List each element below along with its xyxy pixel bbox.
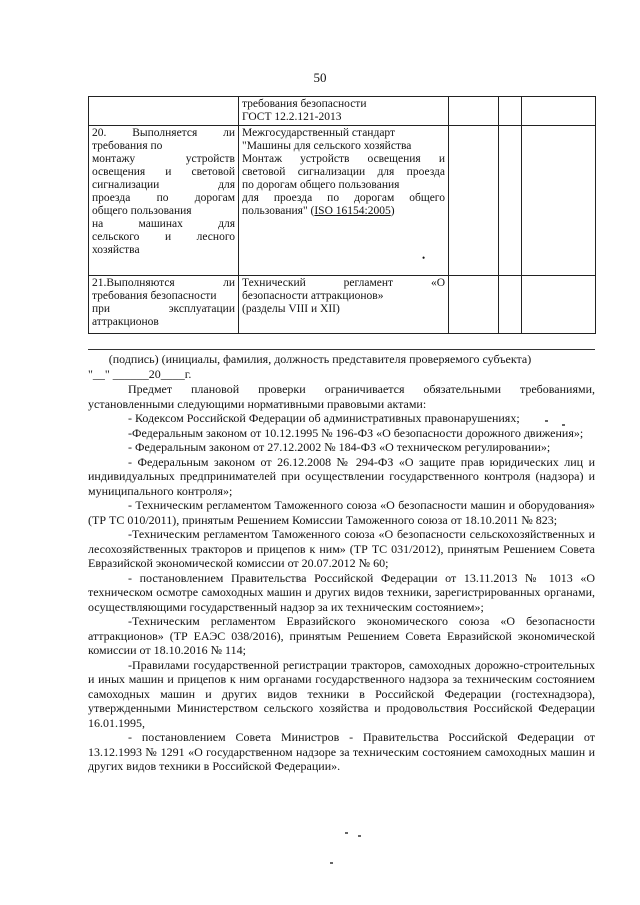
cell-line: при эксплуатации (92, 303, 235, 315)
signature-line (88, 349, 595, 350)
paragraph: - Кодексом Российской Федерации об административных правонарушениях; (128, 411, 520, 425)
requirements-table (88, 96, 596, 334)
cell-text: пользования" ( (242, 205, 315, 217)
paragraph: - Федеральным законом от 26.12.2008 № 294-ФЗ «О защите прав юридических лиц и индивидуальных предпринимателей при осуществлении государственного контроля (надзора) и муниципального контроля»; (88, 454, 595, 498)
cell-line: ГОСТ 12.2.121-2013 (242, 111, 342, 123)
table-cell-answer (499, 276, 522, 334)
legal-acts-text (88, 382, 595, 774)
cell-line: требования безопасности (92, 290, 217, 302)
cell-line: по дорогам общего пользования (242, 179, 400, 191)
cell-line: хозяйства (92, 244, 140, 256)
cell-line: "Машины для сельского хозяйства (242, 140, 412, 152)
cell-line: сигнализации для (92, 179, 235, 191)
cell-line: на машинах для (92, 218, 235, 230)
scan-speck (562, 424, 565, 426)
table-cell-answer (449, 126, 499, 276)
table-cell-answer (499, 126, 522, 276)
cell-line: освещения и световой (92, 166, 235, 178)
signature-date: "__" ______20____г. (88, 367, 192, 381)
paragraph: - постановлением Совета Министров - Правительства Российской Федерации от 13.12.1993 № 1291 «О государственном надзоре за техническим состоянием самоходных машин и других видов техники в Российской Федерации». (88, 730, 595, 773)
cell-line (242, 205, 445, 218)
stray-mark: • (422, 253, 426, 263)
table-cell-question (89, 97, 239, 126)
cell-line: световой сигнализации для проезда (242, 166, 445, 178)
table-cell-note (522, 276, 596, 334)
table-row (89, 97, 596, 126)
cell-text: ) (390, 205, 395, 217)
cell-line: Межгосударственный стандарт (242, 127, 396, 139)
scan-speck (545, 420, 548, 422)
paragraph: Предмет плановой проверки ограничивается обязательными требованиями, установленными следующими нормативными правовыми актами: (88, 382, 595, 411)
paragraph: - постановлением Правительства Российской Федерации от 13.11.2013 № 1013 «О техническом осмотре самоходных машин и других видов техники, зарегистрированных органами, осуществляющими государственный надзор за их техническим состоянием»; (88, 570, 595, 614)
table-cell-document (239, 97, 449, 126)
cell-line: для проезда по дорогам общего (242, 192, 445, 204)
cell-line: 20. Выполняется ли (92, 127, 235, 139)
cell-line: проезда по дорогам (92, 192, 235, 204)
table-cell-answer (449, 97, 499, 126)
paragraph: -Техническим регламентом Таможенного союза «О безопасности сельскохозяйственных и лесохозяйственных тракторов и прицепов к ним» (ТР ТС 031/2012), принятым Решением Совета Евразийской экономической комиссии от 20.07.2012 № 60; (88, 527, 595, 570)
table-cell-question (89, 126, 239, 276)
standard-link[interactable]: ISO 16154:2005 (314, 205, 391, 217)
table-cell-document (239, 126, 449, 276)
cell-line: требования по (92, 140, 163, 152)
page-number: 50 (313, 70, 327, 85)
paragraph: - Федеральным законом от 27.12.2002 № 184-ФЗ «О техническом регулировании»; (128, 440, 551, 454)
table-cell-note (522, 126, 596, 276)
scan-speck (358, 835, 361, 837)
cell-line: сельского и лесного (92, 231, 235, 243)
paragraph: - Техническим регламентом Таможенного союза «О безопасности машин и оборудования» (ТР ТС 010/2011), принятым Решением Комиссии Таможенного союза от 18.10.2011 № 823; (88, 498, 595, 527)
scan-speck (345, 832, 348, 834)
paragraph: -Федеральным законом от 10.12.1995 № 196-ФЗ «О безопасности дорожного движения»; (128, 425, 584, 440)
table-cell-question (89, 276, 239, 334)
cell-line: безопасности аттракционов» (242, 290, 384, 302)
cell-line: аттракционов (92, 316, 159, 328)
paragraph: -Техническим регламентом Евразийского экономического союза «О безопасности аттракционов» (ТР ЕАЭС 038/2016), принятым Решением Совета Евразийской экономической комиссии от 18.10.2016 № 114; (88, 614, 595, 657)
cell-line: (разделы VIII и XII) (242, 303, 340, 315)
scan-speck (330, 862, 333, 864)
cell-line: Технический регламент «О (242, 277, 445, 289)
cell-line: Монтаж устройств освещения и (242, 153, 445, 165)
cell-line: 21.Выполняются ли (92, 277, 235, 289)
table-row (89, 126, 596, 276)
cell-line: монтажу устройств (92, 153, 235, 165)
table-row (89, 276, 596, 334)
cell-line: требования безопасности (242, 98, 367, 110)
cell-line: общего пользования (92, 205, 192, 217)
signature-caption: (подпись) (инициалы, фамилия, должность представителя проверяемого субъекта) (108, 352, 532, 366)
table-cell-note (522, 97, 596, 126)
paragraph: -Правилами государственной регистрации тракторов, самоходных дорожно-строительных и иных машин и прицепов к ним органами государственного надзора за техническим состоянием самоходных машин и других видов техники в Российской Федерации (гостехнадзора), утвержденными Министерством сельского хозяйства и продовольствия Российской Федерации 16.01.1995, (88, 657, 595, 730)
table-cell-document (239, 276, 449, 334)
table-cell-answer (499, 97, 522, 126)
table-cell-answer (449, 276, 499, 334)
